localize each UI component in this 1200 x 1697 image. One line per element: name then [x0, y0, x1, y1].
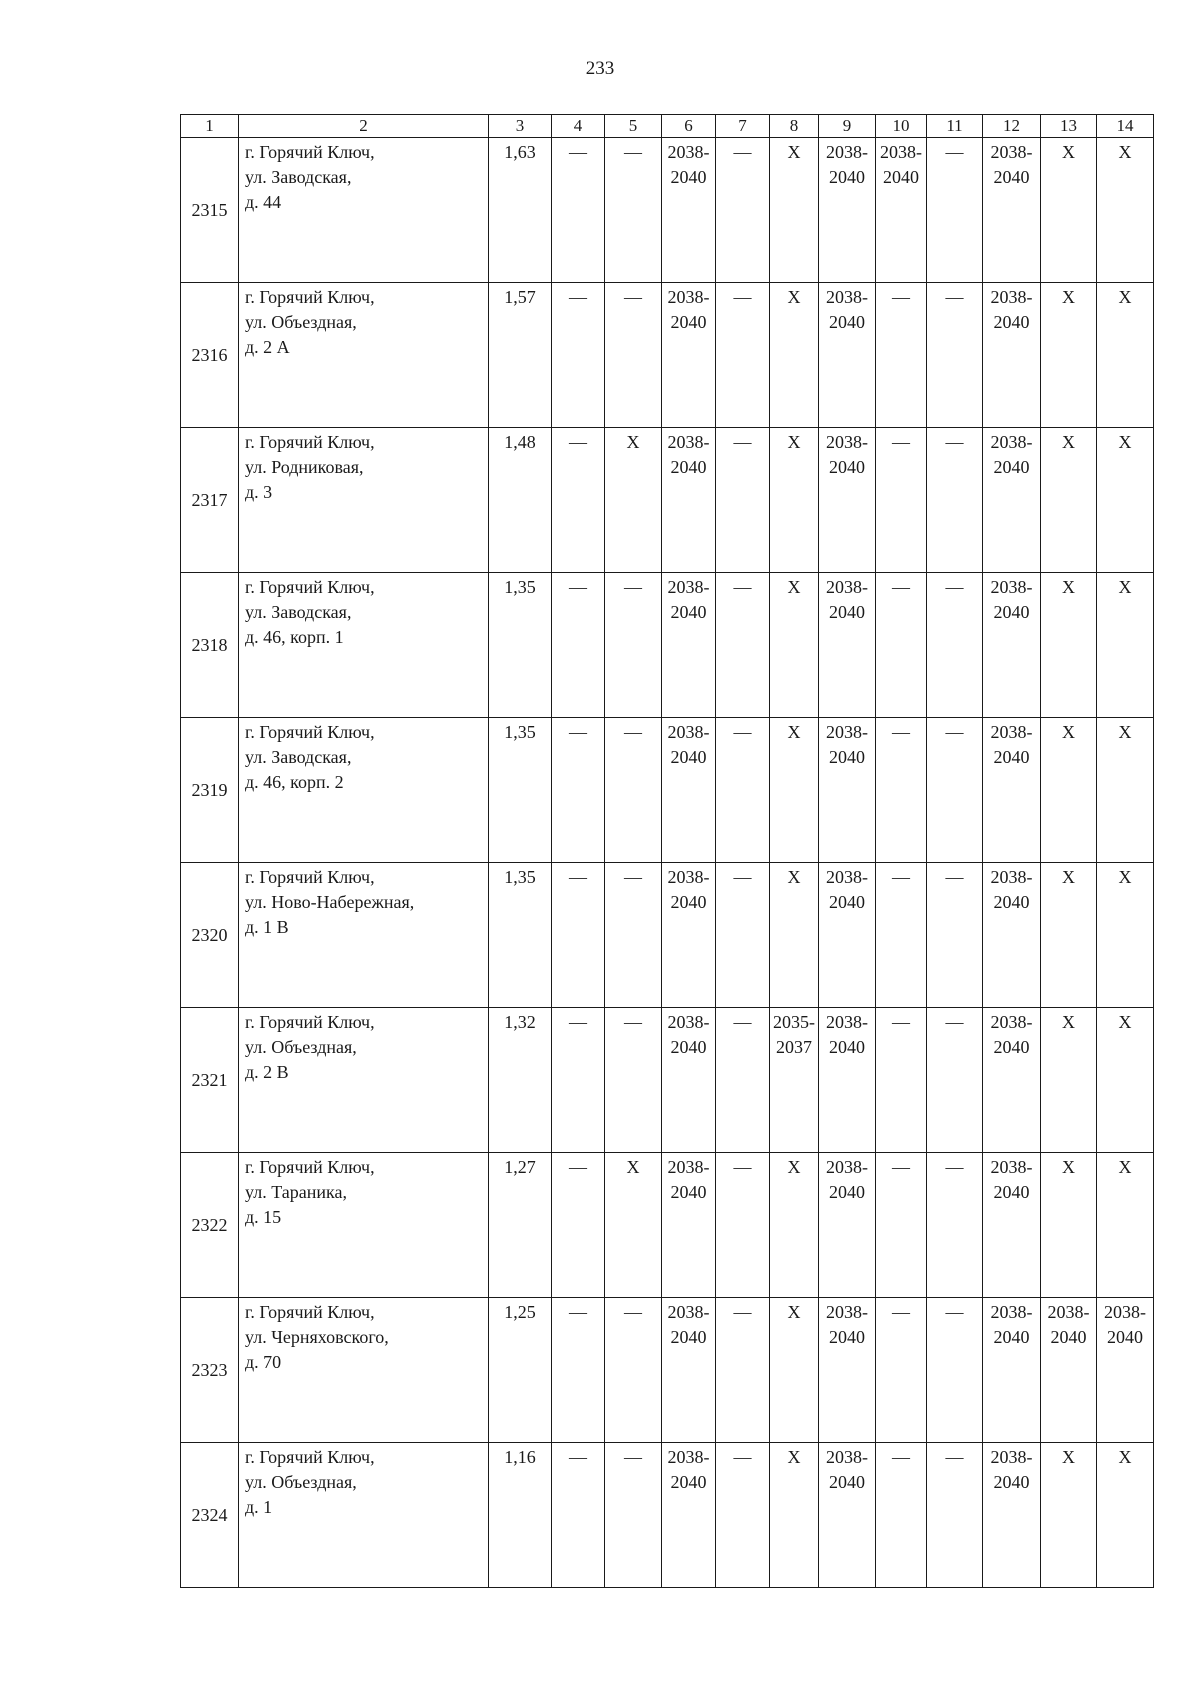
cell-col-9: [819, 573, 876, 718]
cell-col-6: [662, 1298, 716, 1443]
cell-col-10: —: [876, 1298, 927, 1443]
cell-col-8: [770, 1008, 819, 1153]
cell-col-12: [983, 1298, 1041, 1443]
period-part: 2040: [670, 167, 707, 187]
address-cell: [239, 718, 489, 863]
table-row: [181, 863, 1154, 1008]
address-line: ул. Тараника,: [245, 1182, 347, 1202]
cell-col-9: [819, 428, 876, 573]
column-header: 7: [716, 115, 770, 138]
cell-col-8: X: [770, 863, 819, 1008]
cell-col-9: [819, 1008, 876, 1153]
cell-col-3: 1,63: [489, 138, 552, 283]
cell-col-8: X: [770, 428, 819, 573]
period-part: 2040: [670, 1472, 707, 1492]
address-line: ул. Черняховского,: [245, 1327, 389, 1347]
row-number: 2320: [181, 863, 239, 1008]
address-line: г. Горячий Ключ,: [245, 577, 375, 597]
cell-col-13: [1041, 1298, 1097, 1443]
cell-col-4: —: [552, 283, 605, 428]
period-part: 2040: [993, 892, 1030, 912]
period-part: 2038-: [990, 432, 1033, 452]
cell-col-6: [662, 1153, 716, 1298]
column-header: 9: [819, 115, 876, 138]
cell-col-4: —: [552, 138, 605, 283]
period-part: 2038-: [826, 142, 868, 162]
cell-col-3: 1,35: [489, 573, 552, 718]
address-line: д. 46, корп. 2: [245, 772, 344, 792]
cell-col-6: [662, 138, 716, 283]
address-line: д. 15: [245, 1207, 282, 1227]
cell-col-12: [983, 283, 1041, 428]
row-number: 2321: [181, 1008, 239, 1153]
cell-col-3: 1,32: [489, 1008, 552, 1153]
cell-col-10: —: [876, 1153, 927, 1298]
cell-col-4: —: [552, 573, 605, 718]
cell-col-13: X: [1041, 1153, 1097, 1298]
period-part: 2038-: [990, 1447, 1033, 1467]
period-part: 2038-: [990, 287, 1033, 307]
cell-col-4: —: [552, 863, 605, 1008]
cell-col-7: —: [716, 1298, 770, 1443]
cell-col-11: —: [927, 283, 983, 428]
period-part: 2040: [993, 167, 1030, 187]
address-line: ул. Заводская,: [245, 602, 352, 622]
cell-col-6: [662, 283, 716, 428]
cell-col-6: [662, 1008, 716, 1153]
period-part: 2040: [670, 312, 707, 332]
cell-col-5: —: [605, 283, 662, 428]
period-part: 2038-: [667, 1302, 710, 1322]
cell-col-5: —: [605, 573, 662, 718]
address-line: ул. Родниковая,: [245, 457, 364, 477]
column-header: 8: [770, 115, 819, 138]
cell-col-7: —: [716, 1443, 770, 1588]
address-line: ул. Заводская,: [245, 167, 352, 187]
cell-col-8: X: [770, 718, 819, 863]
cell-col-7: —: [716, 1008, 770, 1153]
period-part: 2040: [829, 1037, 865, 1057]
cell-col-8: X: [770, 283, 819, 428]
cell-col-10: [876, 138, 927, 283]
address-cell: [239, 1443, 489, 1588]
cell-col-6: [662, 863, 716, 1008]
period-part: 2040: [1050, 1327, 1087, 1347]
address-cell: [239, 863, 489, 1008]
cell-col-13: X: [1041, 428, 1097, 573]
cell-col-4: —: [552, 1008, 605, 1153]
address-line: д. 2 А: [245, 337, 290, 357]
address-line: г. Горячий Ключ,: [245, 1012, 375, 1032]
cell-col-7: —: [716, 718, 770, 863]
cell-col-11: —: [927, 863, 983, 1008]
period-part: 2040: [829, 167, 865, 187]
period-part: 2040: [993, 1472, 1030, 1492]
cell-col-5: —: [605, 718, 662, 863]
period-part: 2038-: [990, 577, 1033, 597]
cell-col-7: —: [716, 428, 770, 573]
cell-col-14: X: [1097, 863, 1154, 1008]
cell-col-11: —: [927, 138, 983, 283]
address-line: г. Горячий Ключ,: [245, 722, 375, 742]
row-number: 2315: [181, 138, 239, 283]
cell-col-4: —: [552, 1153, 605, 1298]
address-line: д. 1 В: [245, 917, 289, 937]
period-part: 2038-: [667, 577, 710, 597]
period-part: 2040: [993, 1037, 1030, 1057]
period-part: 2038-: [1047, 1302, 1090, 1322]
cell-col-3: 1,35: [489, 863, 552, 1008]
cell-col-3: 1,16: [489, 1443, 552, 1588]
cell-col-12: [983, 1153, 1041, 1298]
period-part: 2038-: [826, 867, 868, 887]
period-part: 2040: [883, 167, 919, 187]
period-part: 2038-: [826, 1012, 868, 1032]
column-header: 12: [983, 115, 1041, 138]
column-header: 10: [876, 115, 927, 138]
cell-col-3: 1,48: [489, 428, 552, 573]
period-part: 2038-: [667, 722, 710, 742]
cell-col-12: [983, 428, 1041, 573]
period-part: 2038-: [826, 722, 868, 742]
period-part: 2038-: [990, 142, 1033, 162]
cell-col-14: X: [1097, 283, 1154, 428]
cell-col-12: [983, 1008, 1041, 1153]
period-part: 2040: [993, 1327, 1030, 1347]
cell-col-7: —: [716, 573, 770, 718]
table-row: [181, 1443, 1154, 1588]
cell-col-7: —: [716, 863, 770, 1008]
row-number: 2318: [181, 573, 239, 718]
column-header: 2: [239, 115, 489, 138]
period-part: 2040: [993, 747, 1030, 767]
period-part: 2040: [829, 312, 865, 332]
cell-col-8: X: [770, 138, 819, 283]
address-cell: [239, 573, 489, 718]
cell-col-10: —: [876, 1008, 927, 1153]
period-part: 2038-: [826, 1302, 868, 1322]
cell-col-8: X: [770, 1443, 819, 1588]
cell-col-7: —: [716, 138, 770, 283]
address-line: д. 2 В: [245, 1062, 289, 1082]
cell-col-13: X: [1041, 1443, 1097, 1588]
period-part: 2040: [670, 457, 707, 477]
period-part: 2040: [670, 892, 707, 912]
cell-col-14: [1097, 1298, 1154, 1443]
cell-col-9: [819, 1443, 876, 1588]
cell-col-11: —: [927, 718, 983, 863]
address-cell: [239, 283, 489, 428]
cell-col-10: —: [876, 863, 927, 1008]
row-number: 2319: [181, 718, 239, 863]
row-number: 2324: [181, 1443, 239, 1588]
period-part: 2038-: [990, 1302, 1033, 1322]
table-row: [181, 138, 1154, 283]
column-header: 5: [605, 115, 662, 138]
cell-col-7: —: [716, 1153, 770, 1298]
period-part: 2040: [829, 457, 865, 477]
period-part: 2040: [829, 1472, 865, 1492]
cell-col-10: —: [876, 283, 927, 428]
period-part: 2038-: [826, 577, 868, 597]
address-line: ул. Объездная,: [245, 1472, 357, 1492]
page-number: 233: [585, 58, 615, 79]
table-row: [181, 283, 1154, 428]
period-part: 2038-: [667, 142, 710, 162]
cell-col-6: [662, 1443, 716, 1588]
cell-col-5: —: [605, 1298, 662, 1443]
address-line: г. Горячий Ключ,: [245, 1157, 375, 1177]
cell-col-9: [819, 1298, 876, 1443]
address-line: д. 46, корп. 1: [245, 627, 344, 647]
period-part: 2040: [993, 457, 1030, 477]
cell-col-6: [662, 718, 716, 863]
cell-col-13: X: [1041, 863, 1097, 1008]
period-part: 2038-: [826, 432, 868, 452]
address-line: г. Горячий Ключ,: [245, 142, 375, 162]
cell-col-12: [983, 718, 1041, 863]
cell-col-11: —: [927, 1298, 983, 1443]
header-row: [181, 115, 1154, 138]
period-part: 2040: [993, 1182, 1030, 1202]
cell-col-5: X: [605, 1153, 662, 1298]
period-part: 2040: [1107, 1327, 1143, 1347]
cell-col-13: X: [1041, 283, 1097, 428]
cell-col-12: [983, 573, 1041, 718]
address-line: ул. Заводская,: [245, 747, 352, 767]
cell-col-14: X: [1097, 1443, 1154, 1588]
cell-col-11: —: [927, 573, 983, 718]
address-cell: [239, 1298, 489, 1443]
column-header: 4: [552, 115, 605, 138]
cell-col-13: X: [1041, 138, 1097, 283]
cell-col-5: X: [605, 428, 662, 573]
period-part: 2038-: [667, 1012, 710, 1032]
period-part: 2037: [776, 1037, 812, 1057]
cell-col-13: X: [1041, 573, 1097, 718]
row-number: 2317: [181, 428, 239, 573]
cell-col-4: —: [552, 718, 605, 863]
cell-col-5: —: [605, 138, 662, 283]
cell-col-14: X: [1097, 1153, 1154, 1298]
period-part: 2038-: [880, 142, 922, 162]
period-part: 2038-: [667, 1157, 710, 1177]
address-line: д. 44: [245, 192, 282, 212]
period-part: 2040: [829, 1327, 865, 1347]
cell-col-8: X: [770, 1298, 819, 1443]
period-part: 2040: [670, 1182, 707, 1202]
period-part: 2040: [993, 312, 1030, 332]
period-part: 2035-: [773, 1012, 815, 1032]
row-number: 2322: [181, 1153, 239, 1298]
period-part: 2038-: [990, 1157, 1033, 1177]
period-part: 2040: [670, 602, 707, 622]
cell-col-9: [819, 138, 876, 283]
cell-col-4: —: [552, 428, 605, 573]
column-header: 11: [927, 115, 983, 138]
cell-col-14: X: [1097, 1008, 1154, 1153]
column-header: 6: [662, 115, 716, 138]
column-header: 14: [1097, 115, 1154, 138]
row-number: 2323: [181, 1298, 239, 1443]
table-row: [181, 1298, 1154, 1443]
period-part: 2040: [993, 602, 1030, 622]
address-line: г. Горячий Ключ,: [245, 432, 375, 452]
period-part: 2040: [670, 1327, 707, 1347]
address-line: ул. Объездная,: [245, 1037, 357, 1057]
address-line: г. Горячий Ключ,: [245, 1302, 375, 1322]
address-line: г. Горячий Ключ,: [245, 287, 375, 307]
cell-col-4: —: [552, 1443, 605, 1588]
cell-col-8: X: [770, 1153, 819, 1298]
address-cell: [239, 1008, 489, 1153]
period-part: 2038-: [826, 1157, 868, 1177]
period-part: 2038-: [826, 287, 868, 307]
period-part: 2038-: [990, 722, 1033, 742]
period-part: 2040: [829, 747, 865, 767]
cell-col-10: —: [876, 1443, 927, 1588]
cell-col-8: X: [770, 573, 819, 718]
cell-col-10: —: [876, 718, 927, 863]
period-part: 2038-: [990, 1012, 1033, 1032]
period-part: 2040: [670, 1037, 707, 1057]
address-cell: [239, 138, 489, 283]
cell-col-3: 1,25: [489, 1298, 552, 1443]
cell-col-14: X: [1097, 718, 1154, 863]
address-line: д. 3: [245, 482, 273, 502]
cell-col-5: —: [605, 863, 662, 1008]
period-part: 2040: [829, 892, 865, 912]
cell-col-14: X: [1097, 573, 1154, 718]
address-cell: [239, 1153, 489, 1298]
cell-col-9: [819, 863, 876, 1008]
address-cell: [239, 428, 489, 573]
period-part: 2040: [829, 1182, 865, 1202]
column-header: 3: [489, 115, 552, 138]
address-line: д. 70: [245, 1352, 282, 1372]
period-part: 2038-: [667, 867, 710, 887]
period-part: 2038-: [667, 1447, 710, 1467]
address-line: д. 1: [245, 1497, 273, 1517]
address-line: г. Горячий Ключ,: [245, 867, 375, 887]
cell-col-6: [662, 428, 716, 573]
cell-col-13: X: [1041, 718, 1097, 863]
cell-col-13: X: [1041, 1008, 1097, 1153]
cell-col-9: [819, 718, 876, 863]
period-part: 2040: [829, 602, 865, 622]
cell-col-3: 1,35: [489, 718, 552, 863]
cell-col-11: —: [927, 1443, 983, 1588]
cell-col-3: 1,57: [489, 283, 552, 428]
period-part: 2038-: [826, 1447, 868, 1467]
cell-col-6: [662, 573, 716, 718]
registry-table: [180, 114, 1154, 1588]
table-row: [181, 1008, 1154, 1153]
cell-col-11: —: [927, 428, 983, 573]
cell-col-12: [983, 138, 1041, 283]
period-part: 2038-: [990, 867, 1033, 887]
period-part: 2038-: [667, 432, 710, 452]
cell-col-11: —: [927, 1008, 983, 1153]
period-part: 2040: [670, 747, 707, 767]
table-row: [181, 1153, 1154, 1298]
cell-col-11: —: [927, 1153, 983, 1298]
cell-col-7: —: [716, 283, 770, 428]
table-body: [181, 138, 1154, 1588]
address-line: г. Горячий Ключ,: [245, 1447, 375, 1467]
cell-col-10: —: [876, 573, 927, 718]
column-header: 13: [1041, 115, 1097, 138]
cell-col-9: [819, 283, 876, 428]
cell-col-9: [819, 1153, 876, 1298]
address-line: ул. Ново-Набережная,: [245, 892, 415, 912]
cell-col-14: X: [1097, 138, 1154, 283]
period-part: 2038-: [1104, 1302, 1146, 1322]
row-number: 2316: [181, 283, 239, 428]
table-row: [181, 718, 1154, 863]
cell-col-4: —: [552, 1298, 605, 1443]
cell-col-5: —: [605, 1008, 662, 1153]
cell-col-14: X: [1097, 428, 1154, 573]
table-row: [181, 428, 1154, 573]
period-part: 2038-: [667, 287, 710, 307]
cell-col-10: —: [876, 428, 927, 573]
column-header: 1: [181, 115, 239, 138]
cell-col-5: —: [605, 1443, 662, 1588]
cell-col-12: [983, 1443, 1041, 1588]
table-row: [181, 573, 1154, 718]
cell-col-12: [983, 863, 1041, 1008]
address-line: ул. Объездная,: [245, 312, 357, 332]
cell-col-3: 1,27: [489, 1153, 552, 1298]
